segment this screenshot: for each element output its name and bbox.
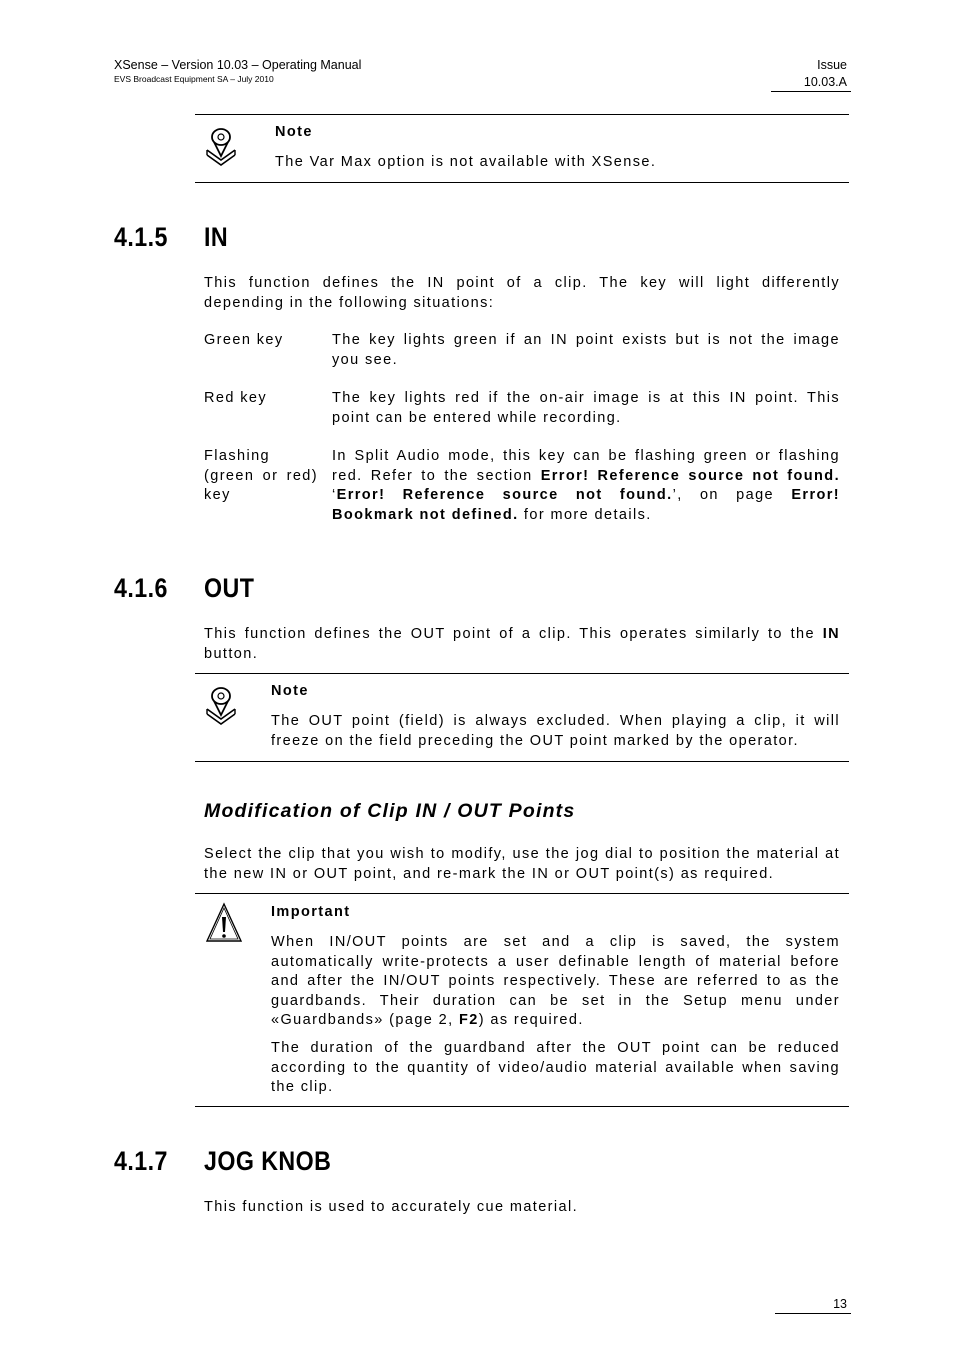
important-paragraph-1: When IN/OUT points are set and a clip is saved, the system automatically write-protects a user definable length of material before and after the IN/OUT points respectively. These are referred to as the guardbands. Their duration can be set in the Setup menu under «Guardbands» (page 2, F2) as required. [271, 934, 840, 1028]
section-title: IN [204, 222, 229, 252]
section-number: 4.1.6 [114, 573, 168, 603]
note-icon [203, 685, 239, 729]
note-text: The OUT point (field) is always excluded. When playing a clip, it will freeze on the field preceding the OUT point marked by the operator. [271, 713, 840, 749]
subsection-text: Select the clip that you wish to modify, use the jog dial to position the material at the new IN or OUT point, and re-mark the IN or OUT point(s) as required. [204, 846, 840, 882]
desc-green-key: The key lights green if an IN point exists but is not the image you see. [332, 332, 840, 368]
section-number: 4.1.7 [114, 1146, 168, 1176]
term-green-key: Green key [204, 332, 284, 348]
note-icon [203, 126, 239, 170]
reference-error: Error! Reference source not found. [540, 467, 840, 484]
note-top-rule [195, 114, 849, 115]
important-top-rule [195, 893, 849, 894]
issue-label: Issue [817, 58, 847, 72]
desc-red-key: The key lights red if the on-air image is at this IN point. This point can be entered while recording. [332, 390, 840, 426]
section-text: This function is used to accurately cue material. [204, 1199, 579, 1215]
note-label: Note [275, 124, 313, 140]
note-text: The Var Max option is not available with XSense. [275, 154, 657, 170]
note-top-rule [195, 673, 849, 674]
document-subtitle: EVS Broadcast Equipment SA – July 2010 [114, 74, 274, 84]
important-bottom-rule [195, 1106, 849, 1107]
document-title: XSense – Version 10.03 – Operating Manual [114, 58, 362, 72]
note-label: Note [271, 683, 309, 699]
bookmark-error: Error! Bookmark not defined. [332, 487, 841, 523]
term-flashing-key: Flashing (green or red) key [204, 448, 318, 503]
issue-value: 10.03.A [803, 75, 847, 89]
section-title: JOG KNOB [204, 1146, 332, 1176]
footer-rule [775, 1313, 851, 1314]
page-number: 13 [833, 1297, 847, 1311]
subsection-heading: Modification of Clip IN / OUT Points [204, 800, 576, 822]
section-number: 4.1.5 [114, 222, 168, 252]
note-bottom-rule [195, 761, 849, 762]
warning-icon [205, 902, 243, 944]
section-title: OUT [204, 573, 255, 603]
section-intro: This function defines the OUT point of a clip. This operates similarly to the IN button. [204, 626, 840, 662]
section-intro: This function defines the IN point of a clip. The key will light differently depending in the following situations: [204, 275, 840, 311]
desc-flashing-key: In Split Audio mode, this key can be flashing green or flashing red. Refer to the section Error! Reference source not found. ‘Error! Reference source not found.’, on page Error! Bookmark not defined. for more details. [332, 448, 841, 523]
header-rule [771, 91, 851, 92]
reference-error: Error! Reference source not found. [336, 487, 673, 503]
term-red-key: Red key [204, 390, 267, 406]
important-paragraph-2: The duration of the guardband after the OUT point can be reduced according to the quantity of video/audio material available when saving the clip. [271, 1040, 840, 1095]
important-label: Important [271, 904, 351, 920]
note-bottom-rule [195, 182, 849, 183]
